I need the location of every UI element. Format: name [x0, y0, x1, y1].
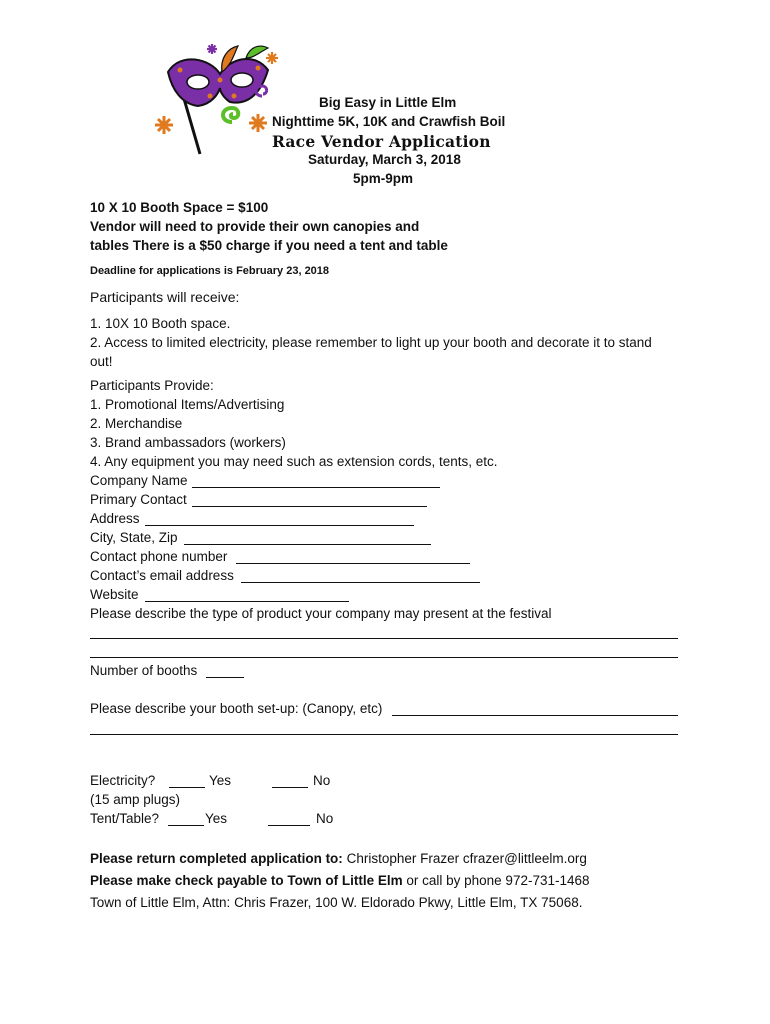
return-instructions — [90, 851, 587, 866]
mardi-gras-mask-logo — [150, 40, 285, 160]
list-item: 2. Merchandise — [90, 416, 183, 431]
page-title: Race Vendor Application — [272, 132, 491, 151]
email-field[interactable] — [241, 582, 480, 583]
product-description-label: Please describe the type of product your company may present at the festival — [90, 606, 552, 621]
company-name-label: Company Name — [90, 473, 188, 488]
company-name-field[interactable] — [192, 487, 440, 488]
tent-no-label: No — [316, 811, 334, 826]
event-name-line1: Big Easy in Little Elm — [319, 95, 457, 110]
electricity-no-blank[interactable] — [272, 787, 308, 788]
city-state-zip-field[interactable] — [184, 544, 431, 545]
phone-label: Contact phone number — [90, 549, 228, 564]
electricity-label: Electricity? — [90, 773, 156, 788]
website-field[interactable] — [145, 601, 349, 602]
tent-yes-blank[interactable] — [168, 825, 204, 826]
booth-setup-line[interactable] — [90, 734, 678, 735]
address-label: Address — [90, 511, 140, 526]
primary-contact-field[interactable] — [192, 506, 427, 507]
number-of-booths-label: Number of booths — [90, 663, 198, 678]
product-description-line[interactable] — [90, 638, 678, 639]
vendor-note-line2: tables There is a $50 charge if you need a tent and table — [90, 238, 448, 253]
booth-setup-label: Please describe your booth set-up: (Canopy, etc) — [90, 701, 383, 716]
booth-price: 10 X 10 Booth Space = $100 — [90, 200, 269, 215]
email-label: Contact’s email address — [90, 568, 234, 583]
electricity-yes-blank[interactable] — [169, 787, 205, 788]
payment-instructions — [90, 873, 590, 888]
mailing-address: Town of Little Elm, Attn: Chris Frazer, 100 W. Eldorado Pkwy, Little Elm, TX 75068. — [90, 895, 583, 910]
deadline-note: Deadline for applications is February 23, 2018 — [90, 265, 330, 277]
list-item: out! — [90, 354, 113, 369]
primary-contact-label: Primary Contact — [90, 492, 187, 507]
return-contact: Christopher Frazer cfrazer@littleelm.org — [346, 851, 587, 866]
address-field[interactable] — [145, 525, 414, 526]
return-label: Please return completed application to: — [90, 851, 343, 866]
tent-table-label: Tent/Table? — [90, 811, 160, 826]
product-description-line[interactable] — [90, 657, 678, 658]
provide-heading: Participants Provide: — [90, 378, 214, 393]
electricity-no-label: No — [313, 773, 331, 788]
website-label: Website — [90, 587, 139, 602]
number-of-booths-field[interactable] — [206, 677, 244, 678]
vendor-note-line1: Vendor will need to provide their own canopies and — [90, 219, 420, 234]
check-label: Please make check payable to Town of Little Elm — [90, 873, 403, 888]
list-item: 3. Brand ambassadors (workers) — [90, 435, 286, 450]
city-state-zip-label: City, State, Zip — [90, 530, 178, 545]
phone-field[interactable] — [236, 563, 470, 564]
list-item: 2. Access to limited electricity, please remember to light up your booth and decorate it to stand — [90, 335, 652, 350]
event-time: 5pm-9pm — [353, 171, 414, 186]
booth-setup-field[interactable] — [392, 715, 678, 716]
event-date: Saturday, March 3, 2018 — [308, 152, 461, 167]
list-item: 1. Promotional Items/Advertising — [90, 397, 285, 412]
check-contact: or call by phone 972-731-1468 — [406, 873, 590, 888]
list-item: 1. 10X 10 Booth space. — [90, 316, 231, 331]
receive-heading: Participants will receive: — [90, 289, 240, 305]
tent-no-blank[interactable] — [268, 825, 310, 826]
event-name-line2: Nighttime 5K, 10K and Crawfish Boil — [272, 114, 506, 129]
amp-note: (15 amp plugs) — [90, 792, 181, 807]
electricity-yes-label: Yes — [209, 773, 232, 788]
list-item: 4. Any equipment you may need such as extension cords, tents, etc. — [90, 454, 498, 469]
tent-yes-label: Yes — [205, 811, 228, 826]
